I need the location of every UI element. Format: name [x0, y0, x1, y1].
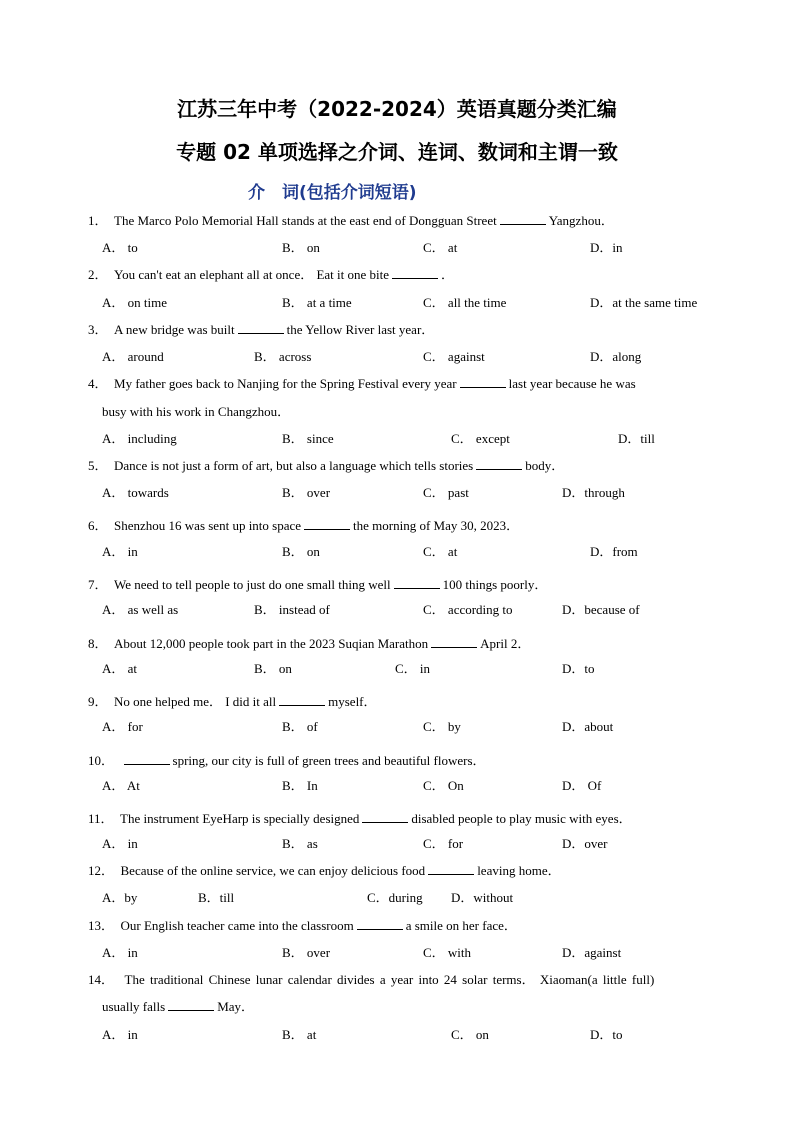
question-6: 6． Shenzhou 16 was sent up into space the morning of May 30, 2023．: [88, 518, 520, 533]
option-a: A． on time: [102, 295, 167, 310]
option-d: D．from: [590, 544, 638, 559]
option-c: C． On: [423, 778, 464, 793]
option-c: C． all the time: [423, 295, 507, 310]
option-c: C． at: [423, 240, 458, 255]
option-a: A． in: [102, 836, 138, 851]
section-heading: 介 词(包括介词短语): [248, 183, 417, 203]
option-c: C． with: [423, 945, 472, 960]
question-1: 1． The Marco Polo Memorial Hall stands at the east end of Dongguan Street Yangzhou．: [88, 213, 614, 228]
answer-blank: [168, 999, 214, 1011]
option-b: B． at: [282, 1027, 317, 1042]
option-c: C． past: [423, 485, 469, 500]
option-d: D．about: [562, 719, 614, 734]
question-7: 7． We need to tell people to just do one small thing well 100 things poorly．: [88, 577, 548, 592]
option-c: C． in: [395, 661, 431, 676]
option-d: D．against: [562, 945, 622, 960]
option-c: C． against: [423, 349, 485, 364]
option-d: D．through: [562, 485, 625, 500]
answer-blank: [238, 322, 284, 334]
answer-blank: [394, 577, 440, 589]
option-b: B． In: [282, 778, 318, 793]
option-b: B． of: [282, 719, 318, 734]
question-14-continued: usually falls May．: [102, 999, 255, 1014]
question-4-continued: busy with his work in Changzhou．: [102, 404, 291, 419]
answer-blank: [362, 811, 408, 823]
question-14: 14． The traditional Chinese lunar calendar divides a year into 24 solar terms． Xiaoman(a little full): [88, 972, 655, 987]
option-d: D．along: [590, 349, 642, 364]
option-d: D．without: [451, 890, 514, 905]
question-12: 12． Because of the online service, we can enjoy delicious food leaving home．: [88, 863, 561, 878]
option-d: D．in: [590, 240, 623, 255]
option-a: A． as well as: [102, 602, 179, 617]
option-b: B． over: [282, 945, 331, 960]
question-10: 10． spring, our city is full of green trees and beautiful flowers．: [88, 753, 486, 768]
option-a: A． for: [102, 719, 143, 734]
option-d: D．to: [590, 1027, 623, 1042]
option-a: A． in: [102, 945, 138, 960]
option-d: D．at the same time: [590, 295, 698, 310]
option-b: B． across: [254, 349, 312, 364]
option-a: A．by: [102, 890, 138, 905]
option-b: B． on: [254, 661, 292, 676]
question-8: 8． About 12,000 people took part in the 2023 Suqian Marathon April 2．: [88, 636, 531, 651]
question-3: 3． A new bridge was built the Yellow River last year．: [88, 322, 435, 337]
option-d: D．over: [562, 836, 608, 851]
option-c: C． at: [423, 544, 458, 559]
question-2: 2． You can't eat an elephant all at once． Eat it one bite ．: [88, 267, 455, 282]
answer-blank: [431, 636, 477, 648]
answer-blank: [460, 376, 506, 388]
option-b: B． at a time: [282, 295, 352, 310]
option-b: B． on: [282, 544, 320, 559]
option-d: D．till: [618, 431, 655, 446]
option-c: C． for: [423, 836, 464, 851]
answer-blank: [500, 213, 546, 225]
question-5: 5． Dance is not just a form of art, but also a language which tells stories body．: [88, 458, 565, 473]
option-d: D．because of: [562, 602, 640, 617]
option-c: C．during: [367, 890, 423, 905]
answer-blank: [124, 753, 170, 765]
option-b: B． over: [282, 485, 331, 500]
question-13: 13． Our English teacher came into the classroom a smile on her face．: [88, 918, 517, 933]
answer-blank: [476, 458, 522, 470]
option-c: C． according to: [423, 602, 513, 617]
option-a: A． in: [102, 544, 138, 559]
option-b: B．till: [198, 890, 235, 905]
question-9: 9． No one helped me． I did it all myself．: [88, 694, 377, 709]
option-c: C． on: [451, 1027, 489, 1042]
question-4: 4． My father goes back to Nanjing for the Spring Festival every year last year because he was: [88, 376, 636, 391]
option-c: C． by: [423, 719, 461, 734]
option-a: A． At: [102, 778, 140, 793]
answer-blank: [392, 267, 438, 279]
option-a: A． around: [102, 349, 164, 364]
document-subtitle: 专题 02 单项选择之介词、连词、数词和主谓一致: [176, 140, 618, 164]
answer-blank: [428, 863, 474, 875]
option-a: A． including: [102, 431, 177, 446]
option-a: A． at: [102, 661, 138, 676]
option-b: B． since: [282, 431, 334, 446]
question-11: 11． The instrument EyeHarp is specially designed disabled people to play music with eyes．: [88, 811, 632, 826]
option-b: B． instead of: [254, 602, 330, 617]
option-d: D．to: [562, 661, 595, 676]
option-a: A． towards: [102, 485, 169, 500]
option-b: B． as: [282, 836, 318, 851]
option-d: D． Of: [562, 778, 602, 793]
option-a: A． to: [102, 240, 138, 255]
option-a: A． in: [102, 1027, 138, 1042]
option-c: C． except: [451, 431, 510, 446]
document-title: 江苏三年中考（2022-2024）英语真题分类汇编: [177, 97, 617, 121]
answer-blank: [304, 518, 350, 530]
answer-blank: [279, 694, 325, 706]
answer-blank: [357, 918, 403, 930]
option-b: B． on: [282, 240, 320, 255]
